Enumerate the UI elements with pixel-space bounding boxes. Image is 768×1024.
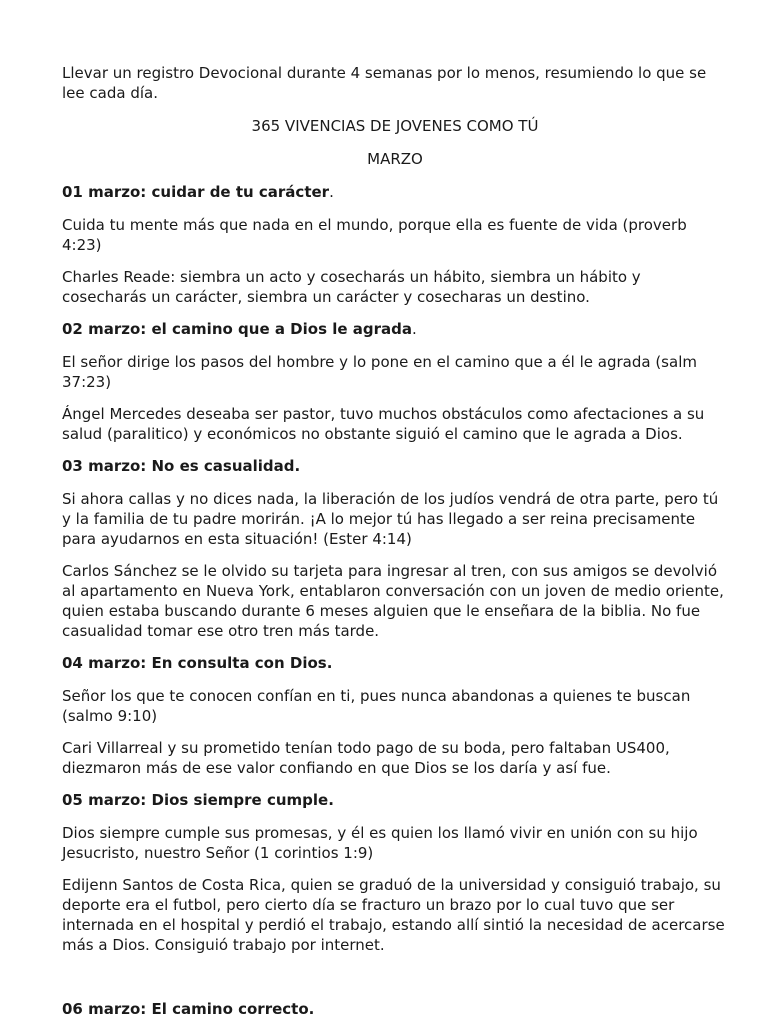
entry-verse: Dios siempre cumple sus promesas, y él es quien los llamó vivir en unión con su hijo Jesucristo, nuestro Señor (1 corintios 1:9) bbox=[62, 824, 698, 862]
entry-title: 06 marzo: El camino correcto. bbox=[62, 1000, 315, 1018]
entry-verse: Señor los que te conocen confían en ti, pues nunca abandonas a quienes te buscan (salmo 9:10) bbox=[62, 687, 691, 725]
entry-story: Cari Villarreal y su prometido tenían todo pago de su boda, pero faltaban US400, diezmaron más de ese valor confiando en que Dios se los daría y así fue. bbox=[62, 739, 670, 777]
entry-title: 05 marzo: Dios siempre cumple. bbox=[62, 791, 334, 809]
entry-title: 03 marzo: No es casualidad. bbox=[62, 457, 301, 475]
month-heading: MARZO bbox=[367, 150, 423, 168]
intro-text: Llevar un registro Devocional durante 4 semanas por lo menos, resumiendo lo que se lee cada día. bbox=[62, 64, 707, 102]
entry-verse: Si ahora callas y no dices nada, la liberación de los judíos vendrá de otra parte, pero tú y la familia de tu padre morirán. ¡A lo mejor tú has llegado a ser reina precisamente para ayudarnos en esta situación! (Ester 4:14) bbox=[62, 490, 719, 548]
entry-verse: Cuida tu mente más que nada en el mundo, porque ella es fuente de vida (proverb 4:23) bbox=[62, 216, 687, 254]
blank-gap bbox=[62, 967, 728, 999]
entry-verse: El señor dirige los pasos del hombre y lo pone en el camino que a él le agrada (salm 37:23) bbox=[62, 353, 697, 391]
document-title: 365 VIVENCIAS DE JOVENES COMO TÚ bbox=[251, 117, 539, 135]
entry-story: Ángel Mercedes deseaba ser pastor, tuvo muchos obstáculos como afectaciones a su salud (paralitico) y económicos no obstante siguió el camino que le agrada a Dios. bbox=[62, 405, 705, 443]
entry-story: Edijenn Santos de Costa Rica, quien se graduó de la universidad y consiguió trabajo, su deporte era el futbol, pero cierto día se fracturo un brazo por lo cual tuvo que ser internada en el hospital y perdió el trabajo, estando allí sintió la necesidad de acercarse más a Dios. Consiguió trabajo por internet. bbox=[62, 876, 725, 954]
entry-story: Carlos Sánchez se le olvido su tarjeta para ingresar al tren, con sus amigos se devolvió al apartamento en Nueva York, entablaron conversación con un joven de medio oriente, quien estaba buscando durante 6 meses alguien que le enseñara de la biblia. No fue casualidad tomar ese otro tren más tarde. bbox=[62, 562, 724, 640]
entry-title: 01 marzo: cuidar de tu carácter. bbox=[62, 183, 334, 201]
entry-story: Charles Reade: siembra un acto y cosecharás un hábito, siembra un hábito y cosecharás un carácter, siembra un carácter y cosecharas un destino. bbox=[62, 268, 641, 306]
entry-title: 02 marzo: el camino que a Dios le agrada. bbox=[62, 320, 417, 338]
entry-title: 04 marzo: En consulta con Dios. bbox=[62, 654, 333, 672]
